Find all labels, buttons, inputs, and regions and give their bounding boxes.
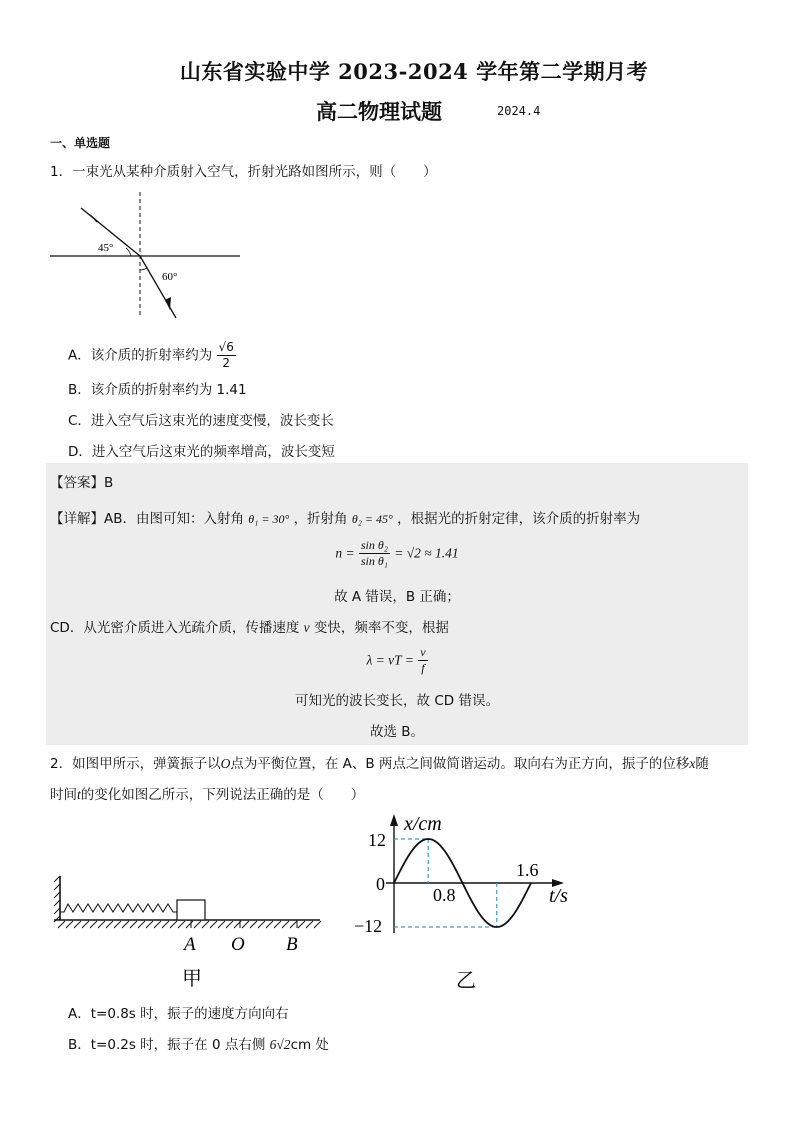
- q1-line-cd: [50, 616, 449, 636]
- detail-text: ，折射角: [293, 511, 348, 527]
- symbol-t: t: [77, 787, 81, 802]
- formula-lambda-left: λ = vT =: [366, 652, 414, 668]
- q1-option-c: C．进入空气后这束光的速度变慢，波长变长: [68, 413, 334, 429]
- fraction-numerator: √6: [218, 340, 234, 354]
- formula-n: [46, 538, 748, 569]
- label-A: A: [184, 934, 196, 955]
- q2-stem-line1: [50, 752, 709, 772]
- q1-option-a: [68, 340, 236, 371]
- q2-figure-yi: [346, 808, 586, 996]
- symbol-x: x: [689, 756, 696, 771]
- q1-refraction-figure: [48, 190, 248, 322]
- symbol-v: v: [303, 620, 310, 635]
- formula-n-fraction: [359, 538, 390, 569]
- label-B: B: [286, 934, 298, 955]
- q2-option-b-value: 6√2: [269, 1037, 291, 1052]
- arrow-icon: [165, 297, 171, 310]
- symbol-O: O: [220, 756, 231, 771]
- formula-lambda-fraction: [418, 645, 427, 676]
- tick-label-0: 0: [376, 874, 385, 894]
- q2-option-a: A．t=0.8s 时，振子的速度方向向右: [68, 1006, 289, 1022]
- q1-option-b: B．该介质的折射率约为 1.41: [68, 382, 247, 398]
- fraction-numerator: v: [420, 645, 426, 659]
- stem-text: 随: [695, 756, 709, 772]
- tick-label-1.6: 1.6: [516, 860, 539, 880]
- q1-line-choose: 故选 B。: [369, 724, 425, 740]
- detail-text: 【详解】AB．由图可知：入射角: [50, 511, 244, 527]
- q1-answer: 【答案】B: [50, 475, 114, 491]
- q1-detail-line1: [50, 507, 640, 527]
- theta1: θ₁ = 30°: [248, 512, 290, 526]
- exam-date: 2024.4: [497, 104, 541, 118]
- tick-label-12: 12: [368, 830, 386, 850]
- angle-label-60: 60°: [162, 271, 178, 283]
- q2-option-b: [68, 1033, 329, 1053]
- exam-subtitle: 高二物理试题: [316, 99, 442, 124]
- formula-n-right: = √2 ≈ 1.41: [394, 545, 459, 561]
- stem-text: 的变化如图乙所示，下列说法正确的是（ ）: [80, 787, 365, 803]
- detail-text: ，根据光的折射定律，该介质的折射率为: [397, 511, 641, 527]
- q1-line-ab: 故 A 错误，B 正确；: [334, 589, 460, 605]
- q1-option-a-text: A．该介质的折射率约为: [68, 347, 213, 364]
- caption-yi: 乙: [456, 970, 476, 992]
- angle-label-45: 45°: [98, 242, 114, 254]
- wall-hatch: [54, 876, 60, 922]
- formula-lambda: [46, 645, 748, 676]
- angle-arc-bottom: [140, 268, 147, 270]
- tick-label-0.8: 0.8: [433, 885, 456, 905]
- detail-text: 变快，频率不变，根据: [313, 620, 449, 636]
- q2-stem-line2: [50, 783, 364, 803]
- arrow-icon: [390, 814, 398, 826]
- oscillator-block: [177, 900, 205, 920]
- q2-figure-jia: [50, 868, 330, 993]
- fraction-denominator: sin θ₁: [360, 554, 388, 568]
- formula-n-left: n =: [335, 545, 355, 561]
- fraction-denominator: 2: [222, 356, 230, 370]
- q1-option-d: D．进入空气后这束光的频率增高，波长变短: [68, 444, 335, 460]
- caption-jia: 甲: [182, 968, 202, 990]
- spring: [60, 904, 177, 912]
- section-heading: 一、单选题: [50, 136, 111, 150]
- fraction-denominator: f: [421, 661, 425, 675]
- q1-option-a-fraction: [217, 340, 236, 371]
- fraction-numerator: sin θ₂: [360, 538, 388, 552]
- q1-line-wave: 可知光的波长变长，故 CD 错误。: [295, 693, 499, 709]
- q2-option-b-text: B．t=0.2s 时，振子在 0 点右侧: [68, 1037, 266, 1053]
- y-axis-label: x/cm: [404, 813, 442, 835]
- detail-text: CD．从光密介质进入光疏介质，传播速度: [50, 620, 300, 636]
- stem-text: 时间: [50, 787, 77, 803]
- x-axis-label: t/s: [549, 885, 568, 907]
- tick-label-minus12: −12: [354, 916, 383, 936]
- angle-arc-top: [126, 248, 131, 256]
- label-O: O: [231, 934, 245, 955]
- exam-title: 山东省实验中学 2023-2024 学年第二学期月考: [179, 59, 649, 84]
- ray-medium: [140, 256, 176, 318]
- stem-text: 2．如图甲所示，弹簧振子以: [50, 756, 221, 772]
- theta2: θ₂ = 45°: [351, 512, 393, 526]
- stem-text: 点为平衡位置，在 A、B 两点之间做简谐运动。取向右为正方向，振子的位移: [230, 756, 690, 772]
- q2-option-b-unit: cm 处: [290, 1037, 329, 1053]
- floor-hatch: [58, 921, 321, 928]
- q1-stem: 1．一束光从某种介质射入空气，折射光路如图所示，则（ ）: [50, 164, 437, 180]
